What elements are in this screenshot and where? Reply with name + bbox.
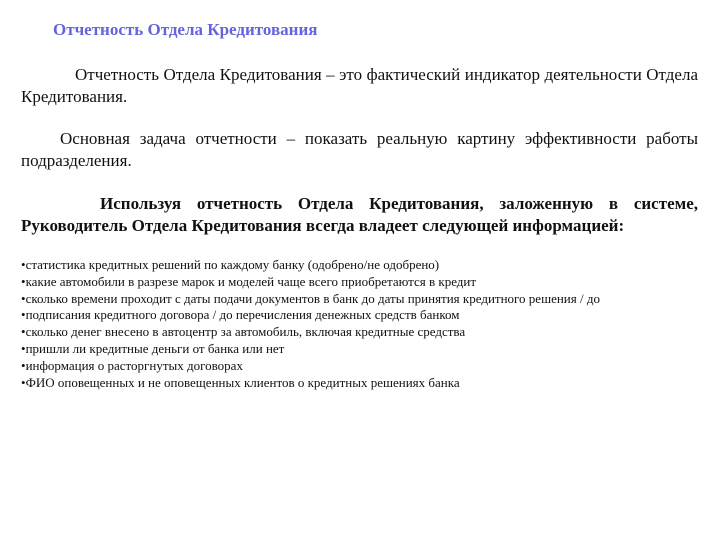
list-item: • ФИО оповещенных и не оповещенных клиентов о кредитных решениях банка bbox=[21, 375, 600, 392]
paragraph-usage: Используя отчетность Отдела Кредитования, заложенную в системе, Руководитель Отдела Кредитования всегда владеет следующей информацией: bbox=[21, 194, 698, 235]
paragraph-main-task: Основная задача отчетности – показать реальную картину эффективности работы подразделения. bbox=[21, 129, 698, 170]
list-item: • подписания кредитного договора / до перечисления денежных средств банком bbox=[21, 307, 600, 324]
slide-title: Отчетность Отдела Кредитования bbox=[53, 20, 318, 39]
list-item: • сколько денег внесено в автоцентр за автомобиль, включая кредитные средства bbox=[21, 324, 600, 341]
list-item: • статистика кредитных решений по каждому банку (одобрено/не одобрено) bbox=[21, 257, 600, 274]
info-list bbox=[21, 257, 600, 391]
list-item: • сколько времени проходит с даты подачи документов в банк до даты принятия кредитного решения / до bbox=[21, 291, 600, 308]
list-item: • информация о расторгнутых договорах bbox=[21, 358, 600, 375]
list-item: • какие автомобили в разрезе марок и моделей чаще всего приобретаются в кредит bbox=[21, 274, 600, 291]
list-item: • пришли ли кредитные деньги от банка или нет bbox=[21, 341, 600, 358]
paragraph-intro: Отчетность Отдела Кредитования – это фактический индикатор деятельности Отдела Кредитования. bbox=[21, 65, 698, 106]
